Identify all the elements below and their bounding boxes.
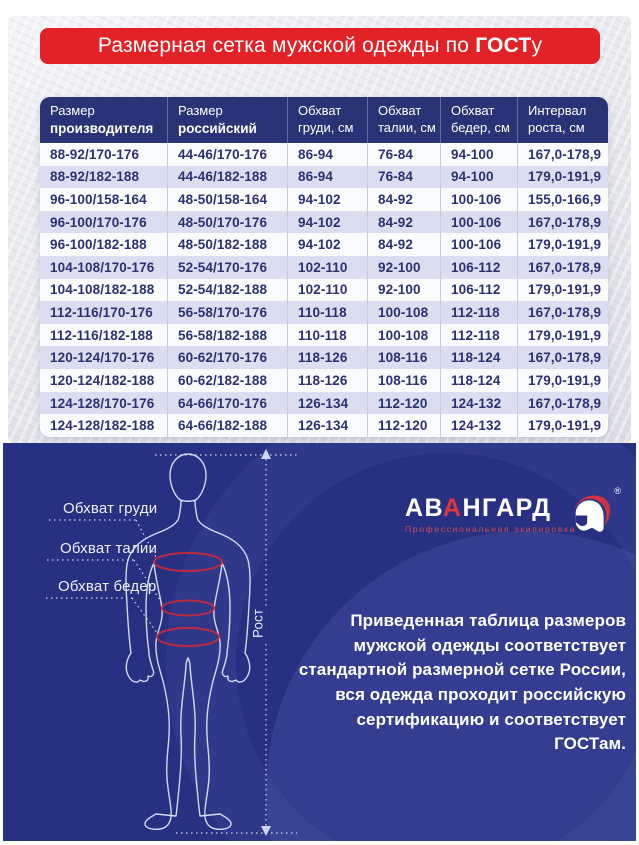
height-arrows xyxy=(261,449,271,836)
table-cell: 84-92 xyxy=(367,233,440,256)
table-cell: 84-92 xyxy=(367,211,440,234)
brand-subtitle: Профессиональная экипировка xyxy=(405,524,577,534)
helmet-icon xyxy=(565,490,611,536)
table-cell: 60-62/170-176 xyxy=(167,346,287,369)
header-cell-height-interval: Интервал роста, см xyxy=(517,97,608,143)
brand-accent-letter: А xyxy=(442,494,463,522)
title-text: Размерная сетка мужской одежды по xyxy=(97,34,476,57)
table-cell: 48-50/182-188 xyxy=(167,233,287,256)
table-cell: 56-58/182-188 xyxy=(167,324,287,347)
table-cell: 124-132 xyxy=(440,392,517,415)
title-suffix: у xyxy=(531,34,543,57)
height-label: Рост xyxy=(250,607,267,641)
table-cell: 100-106 xyxy=(440,188,517,211)
table-cell: 118-124 xyxy=(440,346,517,369)
table-cell: 112-118 xyxy=(440,324,517,347)
table-cell: 100-108 xyxy=(367,301,440,324)
table-cell: 76-84 xyxy=(367,143,440,166)
table-cell: 102-110 xyxy=(287,279,367,302)
table-cell: 112-120 xyxy=(367,414,440,437)
table-cell: 56-58/170-176 xyxy=(167,301,287,324)
table-cell: 124-128/170-176 xyxy=(50,395,155,411)
chest-label: Обхват груди xyxy=(63,500,158,517)
description-text: Приведенная таблица размеров мужской одежды соответствует стандартной размерной сетке России, вся одежда проходит российскую сертификацию и соответствует ГОСТам. xyxy=(298,611,626,754)
table-row xyxy=(40,414,608,437)
table-row xyxy=(40,166,608,189)
table-cell: 94-102 xyxy=(287,188,367,211)
table-cell: 118-126 xyxy=(287,346,367,369)
table-cell: 88-92/170-176 xyxy=(50,146,140,162)
table-cell: 102-110 xyxy=(287,256,367,279)
table-row xyxy=(40,392,608,415)
table-row xyxy=(40,188,608,211)
table-row xyxy=(40,233,608,256)
table-cell: 106-112 xyxy=(440,279,517,302)
header-cell-waist: Обхват талии, см xyxy=(367,97,440,143)
waist-ellipse xyxy=(162,601,214,616)
table-cell: 120-124/182-188 xyxy=(50,372,155,388)
table-cell: 52-54/182-188 xyxy=(167,279,287,302)
table-cell: 112-116/182-188 xyxy=(50,327,153,343)
table-cell: 96-100/170-176 xyxy=(50,214,147,230)
page-title xyxy=(40,28,600,64)
table-cell: 112-116/170-176 xyxy=(50,305,153,321)
table-row xyxy=(40,324,608,347)
table-cell: 155,0-166,9 xyxy=(517,188,608,211)
table-row xyxy=(40,301,608,324)
header-cell-russian-size: Размер российский xyxy=(167,97,287,143)
table-cell: 104-108/170-176 xyxy=(50,259,155,275)
table-row xyxy=(40,211,608,234)
title-bold-gost: ГОСТ xyxy=(475,34,532,57)
registered-mark: ® xyxy=(614,486,621,496)
table-cell: 179,0-191,9 xyxy=(517,414,608,437)
table-cell: 167,0-178,9 xyxy=(517,346,608,369)
brand-logo xyxy=(405,486,621,548)
table-cell: 92-100 xyxy=(367,256,440,279)
table-cell: 84-92 xyxy=(367,188,440,211)
brand-name: АВАНГАРД xyxy=(405,494,552,522)
table-cell: 167,0-178,9 xyxy=(517,256,608,279)
info-section xyxy=(3,443,636,841)
table-cell: 86-94 xyxy=(287,143,367,166)
table-cell: 108-116 xyxy=(367,369,440,392)
table-cell: 92-100 xyxy=(367,279,440,302)
table-cell: 48-50/158-164 xyxy=(167,188,287,211)
table-body xyxy=(40,143,608,437)
header-cell-manufacturer-size: Размер производителя xyxy=(50,102,154,136)
table-cell: 76-84 xyxy=(367,166,440,189)
table-cell: 48-50/170-176 xyxy=(167,211,287,234)
table-cell: 179,0-191,9 xyxy=(517,324,608,347)
waist-label: Обхват талии xyxy=(60,540,158,557)
table-cell: 179,0-191,9 xyxy=(517,279,608,302)
table-cell: 88-92/182-188 xyxy=(50,169,140,185)
table-cell: 126-134 xyxy=(287,392,367,415)
table-cell: 167,0-178,9 xyxy=(517,143,608,166)
table-cell: 104-108/182-188 xyxy=(50,282,155,298)
table-cell: 64-66/170-176 xyxy=(167,392,287,415)
table-cell: 167,0-178,9 xyxy=(517,211,608,234)
table-cell: 96-100/158-164 xyxy=(50,192,147,208)
hips-ellipse xyxy=(157,628,219,646)
table-cell: 100-108 xyxy=(367,324,440,347)
header-cell-hips: Обхват бедер, см xyxy=(440,97,517,143)
table-cell: 110-118 xyxy=(287,301,367,324)
table-cell: 94-102 xyxy=(287,233,367,256)
chest-ellipse xyxy=(154,553,222,571)
table-cell: 44-46/170-176 xyxy=(167,143,287,166)
body-measurement-diagram xyxy=(3,443,323,841)
table-cell: 118-126 xyxy=(287,369,367,392)
table-cell: 112-118 xyxy=(440,301,517,324)
table-cell: 179,0-191,9 xyxy=(517,233,608,256)
table-row xyxy=(40,256,608,279)
table-header-row xyxy=(40,97,608,143)
table-row xyxy=(40,279,608,302)
table-cell: 86-94 xyxy=(287,166,367,189)
hips-label: Обхват бедер xyxy=(58,578,157,595)
table-cell: 126-134 xyxy=(287,414,367,437)
table-cell: 94-100 xyxy=(440,143,517,166)
table-cell: 118-124 xyxy=(440,369,517,392)
table-cell: 100-106 xyxy=(440,211,517,234)
size-chart-section xyxy=(8,16,631,443)
table-cell: 179,0-191,9 xyxy=(517,369,608,392)
table-row xyxy=(40,143,608,166)
table-cell: 94-100 xyxy=(440,166,517,189)
table-cell: 167,0-178,9 xyxy=(517,301,608,324)
size-table xyxy=(40,97,608,437)
table-cell: 110-118 xyxy=(287,324,367,347)
table-cell: 52-54/170-176 xyxy=(167,256,287,279)
header-cell-chest: Обхват груди, см xyxy=(287,97,367,143)
table-cell: 44-46/182-188 xyxy=(167,166,287,189)
table-cell: 124-132 xyxy=(440,414,517,437)
table-cell: 120-124/170-176 xyxy=(50,350,155,366)
table-row xyxy=(40,346,608,369)
table-cell: 108-116 xyxy=(367,346,440,369)
table-cell: 179,0-191,9 xyxy=(517,166,608,189)
table-cell: 106-112 xyxy=(440,256,517,279)
table-cell: 96-100/182-188 xyxy=(50,237,147,253)
table-cell: 100-106 xyxy=(440,233,517,256)
table-cell: 167,0-178,9 xyxy=(517,392,608,415)
table-cell: 124-128/182-188 xyxy=(50,418,155,434)
table-row xyxy=(40,369,608,392)
table-cell: 60-62/182-188 xyxy=(167,369,287,392)
table-cell: 94-102 xyxy=(287,211,367,234)
table-cell: 112-120 xyxy=(367,392,440,415)
table-cell: 64-66/182-188 xyxy=(167,414,287,437)
